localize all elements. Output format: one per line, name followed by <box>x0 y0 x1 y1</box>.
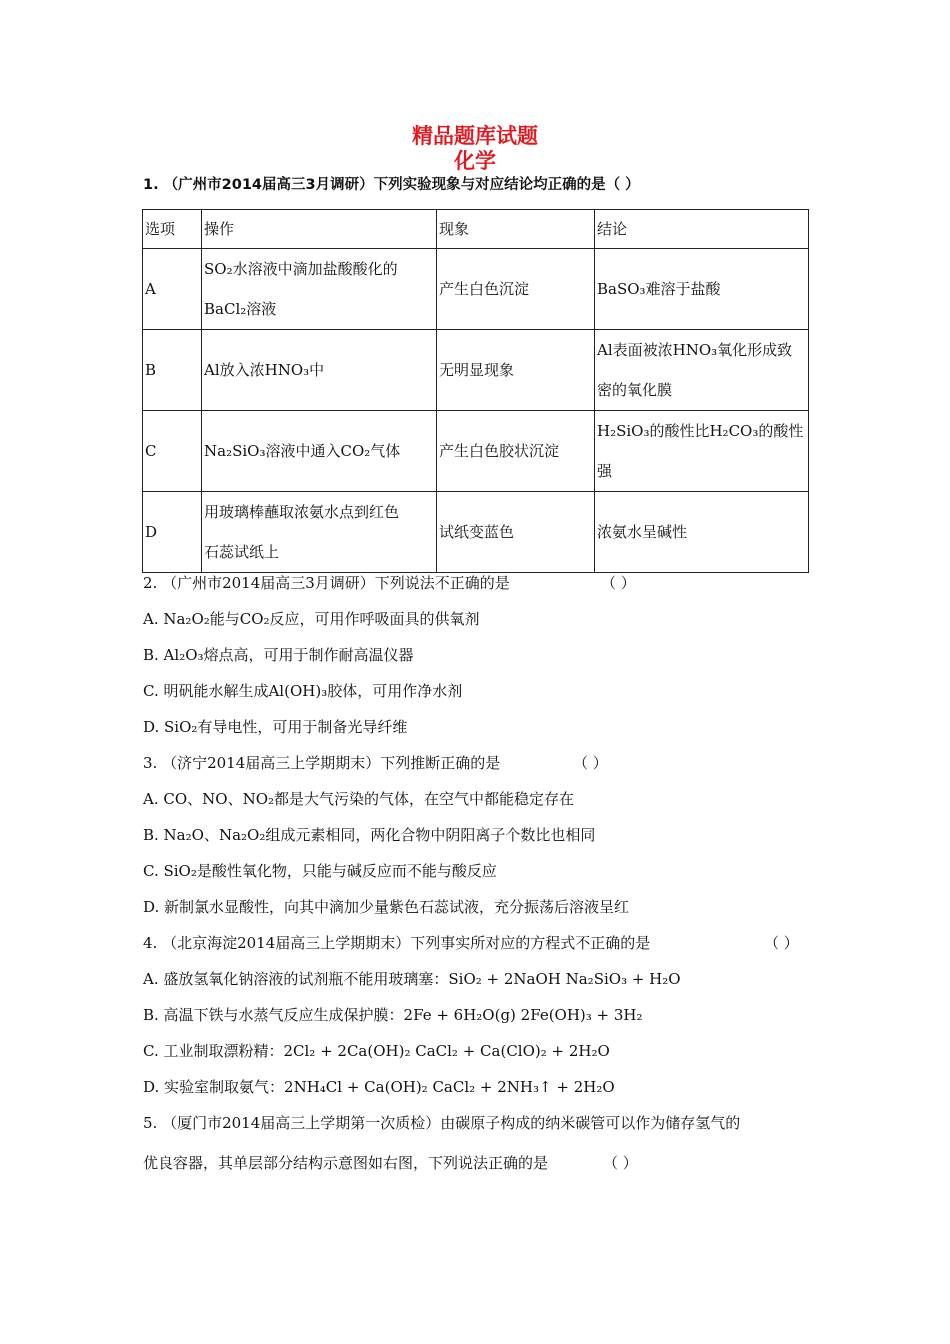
page-subtitle: 化学 <box>454 149 496 173</box>
answer-paren: （ ） <box>601 574 636 592</box>
row-conclusion: 浓氨水呈碱性 <box>595 492 809 573</box>
question-3-stem: 3. （济宁2014届高三上学期期末）下列推断正确的是 （ ） <box>143 754 608 772</box>
question-1-table <box>142 209 809 573</box>
question-2-stem: 2. （广州市2014届高三3月调研）下列说法不正确的是 （ ） <box>143 574 636 592</box>
row-conclusion: BaSO₃难溶于盐酸 <box>595 249 809 330</box>
question-4-option-a: A. 盛放氢氧化钠溶液的试剂瓶不能用玻璃塞：SiO₂ + 2NaOH Na₂SiO₃ + H₂O <box>143 970 681 988</box>
row-phenomenon: 产生白色胶状沉淀 <box>437 411 595 492</box>
question-4-option-b: B. 高温下铁与水蒸气反应生成保护膜：2Fe + 6H₂O(g) 2Fe(OH)₃ + 3H₂ <box>143 1006 643 1024</box>
question-5-stem-line-2: 优良容器，其单层部分结构示意图如右图，下列说法正确的是 （ ） <box>143 1154 638 1172</box>
question-2-option-d: D. SiO₂有导电性，可用于制备光导纤维 <box>143 718 408 736</box>
row-phenomenon: 无明显现象 <box>437 330 595 411</box>
question-2-option-b: B. Al₂O₃熔点高，可用于制作耐高温仪器 <box>143 646 414 664</box>
table-row <box>143 249 809 330</box>
question-4-option-d: D. 实验室制取氨气：2NH₄Cl + Ca(OH)₂ CaCl₂ + 2NH₃↑ + 2H₂O <box>143 1078 615 1096</box>
question-4-stem: 4. （北京海淀2014届高三上学期期末）下列事实所对应的方程式不正确的是 （ ） <box>143 934 799 952</box>
question-3-option-d: D. 新制氯水显酸性，向其中滴加少量紫色石蕊试液，充分振荡后溶液呈红 <box>143 898 630 916</box>
row-conclusion: H₂SiO₃的酸性比H₂CO₃的酸性 强 <box>595 411 809 492</box>
header-option: 选项 <box>143 210 202 249</box>
page-title: 精品题库试题 <box>412 124 538 148</box>
answer-paren: （ ） <box>764 934 799 952</box>
table-row <box>143 492 809 573</box>
table-row <box>143 411 809 492</box>
header-phenomenon: 现象 <box>437 210 595 249</box>
row-conclusion: Al表面被浓HNO₃氧化形成致 密的氧化膜 <box>595 330 809 411</box>
question-3-option-c: C. SiO₂是酸性氧化物，只能与碱反应而不能与酸反应 <box>143 862 497 880</box>
answer-paren: （ ） <box>573 754 608 772</box>
answer-paren: （ ） <box>603 1154 638 1172</box>
question-5-stem-line-1: 5. （厦门市2014届高三上学期第一次质检）由碳原子构成的纳米碳管可以作为储存氢气的 <box>143 1114 741 1132</box>
row-option: B <box>143 330 202 411</box>
row-phenomenon: 试纸变蓝色 <box>437 492 595 573</box>
question-2-option-c: C. 明矾能水解生成Al(OH)₃胶体，可用作净水剂 <box>143 682 463 700</box>
row-operation: SO₂水溶液中滴加盐酸酸化的 BaCl₂溶液 <box>202 249 437 330</box>
question-2-option-a: A. Na₂O₂能与CO₂反应，可用作呼吸面具的供氧剂 <box>143 610 480 628</box>
row-option: A <box>143 249 202 330</box>
row-option: C <box>143 411 202 492</box>
row-operation: Na₂SiO₃溶液中通入CO₂气体 <box>202 411 437 492</box>
question-3-option-b: B. Na₂O、Na₂O₂组成元素相同，两化合物中阴阳离子个数比也相同 <box>143 826 596 844</box>
row-phenomenon: 产生白色沉淀 <box>437 249 595 330</box>
table-header-row <box>143 210 809 249</box>
row-option: D <box>143 492 202 573</box>
header-operation: 操作 <box>202 210 437 249</box>
header-conclusion: 结论 <box>595 210 809 249</box>
table-row <box>143 330 809 411</box>
row-operation: Al放入浓HNO₃中 <box>202 330 437 411</box>
question-1-stem: 1. （广州市2014届高三3月调研）下列实验现象与对应结论均正确的是（ ） <box>143 177 640 193</box>
question-3-option-a: A. CO、NO、NO₂都是大气污染的气体，在空气中都能稳定存在 <box>143 790 575 808</box>
row-operation: 用玻璃棒蘸取浓氨水点到红色 石蕊试纸上 <box>202 492 437 573</box>
question-4-option-c: C. 工业制取漂粉精：2Cl₂ + 2Ca(OH)₂ CaCl₂ + Ca(ClO)₂ + 2H₂O <box>143 1042 610 1060</box>
